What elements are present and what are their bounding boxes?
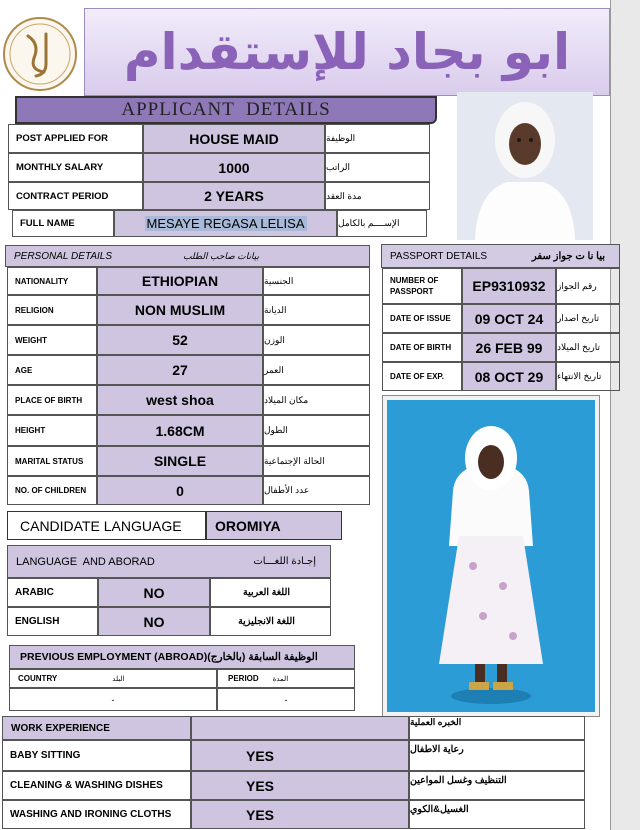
english-language-value: NO (98, 607, 210, 636)
passport-details-header (381, 244, 620, 268)
children-value: 0 (97, 476, 263, 505)
candidate-language-label: CANDIDATE LANGUAGE (7, 511, 206, 540)
height-label: HEIGHT (7, 415, 97, 446)
contract-period-arabic: مدة العقد (325, 182, 430, 210)
weight-arabic: الوزن (263, 325, 370, 355)
work-experience-title-ar: الخبره العملية (409, 716, 585, 740)
baby-sitting-value: YES (191, 740, 409, 771)
previous-employment-header (9, 645, 355, 669)
birth-date-value: 26 FEB 99 (462, 333, 556, 362)
washing-label: WASHING AND IRONING CLOTHS (2, 800, 191, 829)
company-name-banner (84, 8, 610, 96)
language-title-ar: إجـادة اللغـــات (253, 556, 316, 567)
expiry-date-value: 08 OCT 29 (462, 362, 556, 391)
applicant-details-title: APPLICANT DETAILS (121, 99, 331, 120)
age-label: AGE (7, 355, 97, 385)
full-name-value: MESAYE REGASA LELISA (146, 216, 305, 231)
washing-arabic: الغسيل&الكوي (409, 800, 585, 829)
issue-date-arabic: تاريخ اصدار (556, 304, 620, 333)
period-header (217, 669, 355, 688)
company-logo (0, 14, 80, 94)
expiry-date-label: DATE OF EXP. (382, 362, 462, 391)
religion-arabic: الديانة (263, 295, 370, 325)
place-of-birth-value: west shoa (97, 385, 263, 415)
post-applied-label: POST APPLIED FOR (8, 124, 143, 153)
cleaning-arabic: التنظيف وغسل المواعين (409, 771, 585, 800)
applicant-details-title-bar (15, 96, 437, 124)
marital-status-value: SINGLE (97, 446, 263, 476)
work-experience-title: WORK EXPERIENCE (2, 716, 191, 740)
nationality-label: NATIONALITY (7, 267, 97, 295)
monthly-salary-label: MONTHLY SALARY (8, 153, 143, 182)
nationality-value: ETHIOPIAN (97, 267, 263, 295)
birth-date-label: DATE OF BIRTH (382, 333, 462, 362)
weight-value: 52 (97, 325, 263, 355)
english-language-arabic: اللغة الانجليزية (210, 607, 331, 636)
page-edge (610, 0, 640, 830)
issue-date-label: DATE OF ISSUE (382, 304, 462, 333)
period-label: PERIOD (228, 674, 259, 683)
issue-date-value: 09 OCT 24 (462, 304, 556, 333)
english-language-label: ENGLISH (7, 607, 98, 636)
monthly-salary-arabic: الراتب (325, 153, 430, 182)
passport-number-value: EP9310932 (462, 268, 556, 304)
contract-period-label: CONTRACT PERIOD (8, 182, 143, 210)
washing-value: YES (191, 800, 409, 829)
height-arabic: الطول (263, 415, 370, 446)
country-header (9, 669, 217, 688)
children-label: NO. OF CHILDREN (7, 476, 97, 505)
work-experience-header-mid (191, 716, 409, 740)
place-of-birth-arabic: مكان الميلاد (263, 385, 370, 415)
passport-details-title-ar: بيا نا ت جواز سفر (531, 250, 605, 262)
nationality-arabic: الجنسية (263, 267, 370, 295)
passport-details-title: PASSPORT DETAILS (390, 250, 488, 262)
children-arabic: عدد الأطفال (263, 476, 370, 505)
full-name-arabic: الإســــم بالكامل (337, 210, 427, 237)
cleaning-value: YES (191, 771, 409, 800)
religion-label: RELIGION (7, 295, 97, 325)
previous-employment-title: PREVIOUS EMPLOYMENT (ABROAD)(الوظيفة السابقة (بالخارج (20, 651, 318, 663)
full-name-cell (114, 210, 337, 237)
country-label-ar: البلد (112, 675, 125, 683)
height-value: 1.68CM (97, 415, 263, 446)
weight-label: WEIGHT (7, 325, 97, 355)
country-value: - (9, 688, 217, 711)
language-title: LANGUAGE AND ABORAD (16, 555, 155, 568)
candidate-language-value: OROMIYA (206, 511, 342, 540)
personal-details-title-ar: بيانات صاحب الطلب (183, 250, 259, 261)
country-label: COUNTRY (18, 674, 58, 683)
cleaning-label: CLEANING & WASHING DISHES (2, 771, 191, 800)
period-label-ar: المدة (272, 675, 289, 683)
marital-status-label: MARITAL STATUS (7, 446, 97, 476)
period-value: - (217, 688, 355, 711)
language-header (7, 545, 331, 578)
religion-value: NON MUSLIM (97, 295, 263, 325)
baby-sitting-label: BABY SITTING (2, 740, 191, 771)
arabic-language-value: NO (98, 578, 210, 607)
baby-sitting-arabic: رعاية الاطفال (409, 740, 585, 771)
passport-number-label: NUMBER OF PASSPORT (382, 268, 462, 304)
post-applied-value: HOUSE MAID (143, 124, 325, 153)
arabic-language-label: ARABIC (7, 578, 98, 607)
passport-number-arabic: رقم الجواز (556, 268, 620, 304)
post-applied-arabic: الوظيفة (325, 124, 430, 153)
age-value: 27 (97, 355, 263, 385)
monthly-salary-value: 1000 (143, 153, 325, 182)
age-arabic: العمر (263, 355, 370, 385)
contract-period-value: 2 YEARS (143, 182, 325, 210)
full-name-label: FULL NAME (12, 210, 114, 237)
portrait-photo (457, 92, 593, 240)
place-of-birth-label: PLACE OF BIRTH (7, 385, 97, 415)
company-name: ابو بجاد للإستقدام (123, 23, 571, 81)
personal-details-title: PERSONAL DETAILS (14, 250, 112, 262)
marital-status-arabic: الحالة الإجتماعية (263, 446, 370, 476)
arabic-language-arabic: اللغة العربية (210, 578, 331, 607)
expiry-date-arabic: تاريخ الانتهاء (556, 362, 620, 391)
full-body-photo (382, 395, 600, 717)
personal-details-header (5, 245, 370, 267)
birth-date-arabic: تاريخ الميلاد (556, 333, 620, 362)
